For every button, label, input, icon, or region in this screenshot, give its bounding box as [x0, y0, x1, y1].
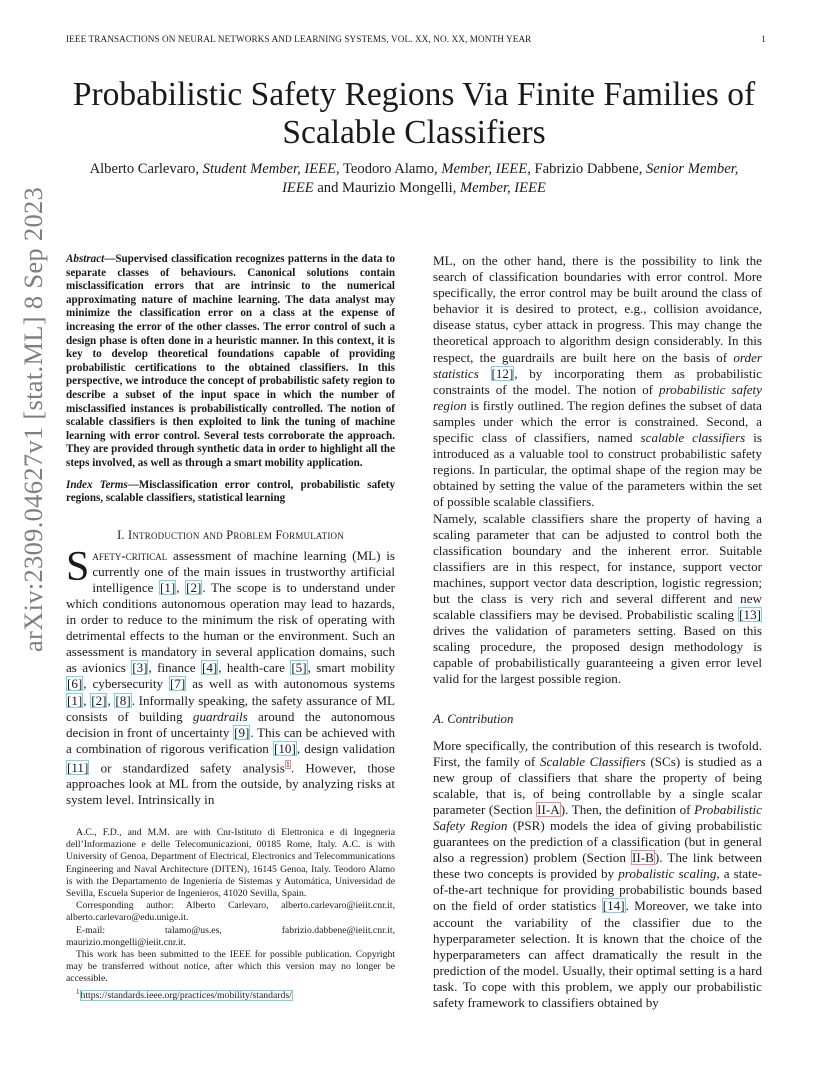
citation-link[interactable]: [2]: [91, 692, 107, 708]
author-name: Alberto Carlevaro,: [89, 161, 199, 177]
running-header: [66, 34, 766, 44]
text-run: . The scope is to understand under which conditions autonomous operation may lead to hazards, in order to reduce to the minimum the risk of operating with detrimental effects to the human or the environment. Such an assessment is mandatory in several application domains, such as avionics: [66, 579, 396, 676]
text-run: , design validation: [296, 740, 396, 756]
paragraph: [433, 511, 762, 688]
emphasis: Probabilistic Safety Region: [433, 801, 762, 833]
author-name: and Maurizio Mongelli,: [313, 180, 457, 196]
emphasis: guardrails: [192, 708, 248, 724]
corresponding-author-note: Corresponding author: Alberto Carlevaro, alberto.carlevaro@ieiit.cnr.it, alberto.carlevaro@edu.unige.it.: [66, 900, 395, 924]
emphasis: order statistics: [433, 349, 762, 381]
text-run: , a state-of-the-art technique for providing probabilistic bounds based on the field of order statistics: [433, 866, 762, 914]
section-numeral: I.: [117, 527, 125, 542]
text-run: (PSR) models the idea of giving probabilistic guarantees on the prediction of a classification (but in general also a regression) problem (Section: [433, 818, 762, 866]
abstract: [66, 253, 395, 471]
citation-link[interactable]: [11]: [67, 760, 89, 776]
copyright-note: This work has been submitted to the IEEE for possible publication. Copyright may be transferred without notice, after which this version may no longer be accessible.: [66, 949, 395, 985]
abstract-label: Abstract: [66, 253, 105, 265]
author-name: , Fabrizio Dabbene,: [527, 161, 643, 177]
text-run: More specifically, the contribution of this research is twofold. First, the family of: [433, 737, 762, 769]
footnote-marker[interactable]: 1: [285, 759, 290, 769]
paragraph: [433, 738, 762, 1012]
text-run: drives the validation of parameters setting. Based on this scaling procedure, the proposed design methodology is capable of probabilistically guaranteeing a given error level valid for the largest possible region.: [433, 623, 762, 687]
text-run: . However, those approaches look at ML from the outside, by analyzing risks at system level. Intrinsically in: [66, 760, 395, 808]
subsection-heading: A. Contribution: [433, 711, 514, 726]
email-note: E-mail: talamo@us.es, fabrizio.dabbene@ieiit.cnr.it, maurizio.mongelli@ieiit.cnr.it.: [66, 924, 395, 948]
citation-link[interactable]: [13]: [739, 607, 761, 623]
arxiv-sidebar: arXiv:2309.04627v1 [stat.ML] 8 Sep 2023: [18, 186, 48, 652]
citation-link[interactable]: [3]: [132, 660, 148, 676]
paragraph: [433, 253, 762, 511]
author-role: Member, IEEE: [441, 161, 528, 177]
journal-header: IEEE TRANSACTIONS ON NEURAL NETWORKS AND LEARNING SYSTEMS, VOL. XX, NO. XX, MONTH YEAR: [66, 34, 532, 44]
intro-paragraph: [66, 543, 396, 809]
footnote-url-link[interactable]: https://standards.ieee.org/practices/mobility/standards/: [80, 989, 292, 1001]
abstract-text: —Supervised classification recognizes patterns in the data to separate classes of behaviours. Canonical solutions contain misclassification errors that are intrinsic to the numerical approximating nature of machine learning. The data analyst may minimize the classification error on a class at the expense of increasing the error of the other classes. The error control of such a design phase is often done in a heuristic manner. In this context, it is key to develop theoretical foundations capable of providing probabilistic certifications to the obtained classifiers. In this perspective, we introduce the concept of probabilistic safety region to describe a subset of the input space in which the number of misclassified instances is probabilistically controlled. The notion of scalable classifiers is then exploited to link the tuning of machine learning with error control. Several tests corroborate the approach. They are provided through synthetic data in order to highlight all the steps involved, as well as through a smart mobility application.: [66, 253, 395, 469]
citation-link[interactable]: [5]: [291, 660, 307, 676]
text-run: is firstly outlined. The region defines the subset of data samples under which the error is constrained. Second, a specific class of classifiers, named: [433, 397, 762, 446]
footnote-1: [66, 986, 395, 1002]
text-run: as well as with autonomous systems: [186, 676, 395, 692]
citation-link[interactable]: [1]: [159, 579, 176, 595]
citation-link[interactable]: [14]: [602, 898, 625, 914]
emphasis: probabilistic safety region: [433, 381, 762, 413]
index-terms: [66, 479, 395, 506]
text-run: . Moreover, we take into account the variability of the classifier due to the hyperparameter selection. It is known that the choice of the hyperparameters can affect dramatically the result in the prediction of the model. Usually, their optimal setting is a hard task. To cope with this problem, we apply our probabilistic safety framework to classifiers obtained by: [433, 898, 762, 1011]
citation-link[interactable]: [1]: [67, 692, 83, 708]
footnote-number: 1: [76, 987, 80, 996]
text-run: around the autonomous decision in front of uncertainty: [66, 708, 395, 740]
text-run: ,: [83, 692, 91, 708]
text-run: ,: [107, 692, 115, 708]
drop-cap: S: [66, 543, 90, 590]
text-run: (SCs) is studied as a new group of classifiers that share the property of being scalable, that is, of being controllable by a single scalar parameter (Section: [433, 753, 763, 817]
left-column: [66, 253, 395, 809]
affiliation-note: A.C., F.D., and M.M. are with Cnr-Istituto di Elettronica e di Ingegneria dell’Informazione e delle Telecomunicazioni, 00185 Rome, Italy. A.C. is with University of Genoa, Department of Electrical, Electronics and Telecommunications Engineering and Naval Architecture (DITEN), 16145 Genoa, Italy. Teodoro Alamo is with the Departamento de Ingeniería de Sistemas y Automática, Universidad de Sevilla, Escuela Superior de Ingenieros, 41020 Sevilla, Spain.: [66, 827, 395, 900]
text-run: ML, on the other hand, there is the possibility to link the search of classification boundaries with error control. More specifically, the error control may be built around the class of behavior it is desired to protect, e.g., collision avoidance, disease status, cyber attack in progress. This may change the theoretical approach to algorithm design considerably. In this respect, the guardrails are built here on the basis of: [433, 253, 762, 365]
citation-link[interactable]: [12]: [491, 365, 514, 381]
text-run: ). The link between these two concepts is provided by: [433, 850, 762, 882]
section-ref-link[interactable]: II-B: [632, 850, 654, 866]
drop-cap-rest: afety-critical: [92, 547, 168, 563]
citation-link[interactable]: [10]: [274, 740, 296, 756]
author-role: Senior Member, IEEE: [282, 161, 739, 196]
paper-title: Probabilistic Safety Regions Via Finite Families of Scalable Classifiers: [72, 76, 756, 151]
text-run: . This can be achieved with a combination of rigorous verification: [66, 724, 395, 756]
index-terms-label: Index Terms: [66, 478, 128, 491]
text-run: Namely, scalable classifiers share the property of having a scaling parameter that can be adjusted to control both the classification boundary and the inherent error. Suitable classifiers are in this respect, for instance, support vector machines, support vector data description, logistic regression; but the class is very rich and several different and new scalable classifiers may be devised. Probabilistic scaling: [433, 510, 762, 623]
text-run: , by incorporating them as probabilistic constraints of the model. The notion of: [433, 365, 762, 397]
text-run: ). Then, the definition of: [560, 801, 695, 817]
emphasis: probalistic scaling: [618, 866, 717, 882]
section-title: Introduction and Problem Formulation: [128, 527, 344, 542]
author-list: [84, 160, 744, 198]
right-column: [433, 253, 762, 1011]
text-run: [479, 366, 491, 381]
citation-link[interactable]: [6]: [67, 676, 83, 692]
author-role: Student Member, IEEE: [202, 161, 336, 177]
text-run: assessment of machine learning (ML) is currently one of the main issues in trustworthy artificial intelligence: [92, 547, 395, 595]
citation-link[interactable]: [4]: [201, 660, 218, 676]
citation-link[interactable]: [7]: [169, 676, 186, 692]
index-terms-text: —Misclassification error control, probabilistic safety regions, scalable classifiers, statistical learning: [66, 478, 395, 505]
citation-link[interactable]: [9]: [234, 724, 250, 740]
emphasis: Scalable Classifiers: [539, 753, 646, 769]
author-name: , Teodoro Alamo,: [336, 161, 438, 177]
author-role: Member, IEEE: [460, 180, 546, 196]
citation-link[interactable]: [8]: [115, 692, 131, 708]
text-run: is introduced as a valuable tool to construct probabilistic safety regions. In particular, the optimal shape of the region may be obtained by setting the value of the parameters within the set of possible scalable classifiers.: [433, 430, 763, 510]
text-run: or standardized safety analysis: [89, 760, 285, 776]
text-run: , finance: [148, 660, 201, 676]
text-run: . Informally speaking, the safety assurance of ML consists of building: [66, 692, 395, 724]
text-run: , cybersecurity: [83, 676, 169, 692]
footnotes: [66, 827, 395, 1002]
section-ref-link[interactable]: II-A: [537, 801, 560, 817]
text-run: , smart mobility: [307, 660, 395, 676]
citation-link[interactable]: [2]: [186, 579, 202, 595]
text-run: , health-care: [218, 660, 291, 676]
text-run: ,: [176, 579, 186, 595]
page-number: 1: [761, 34, 766, 44]
emphasis: scalable classifiers: [640, 430, 746, 446]
section-heading: [66, 528, 395, 543]
